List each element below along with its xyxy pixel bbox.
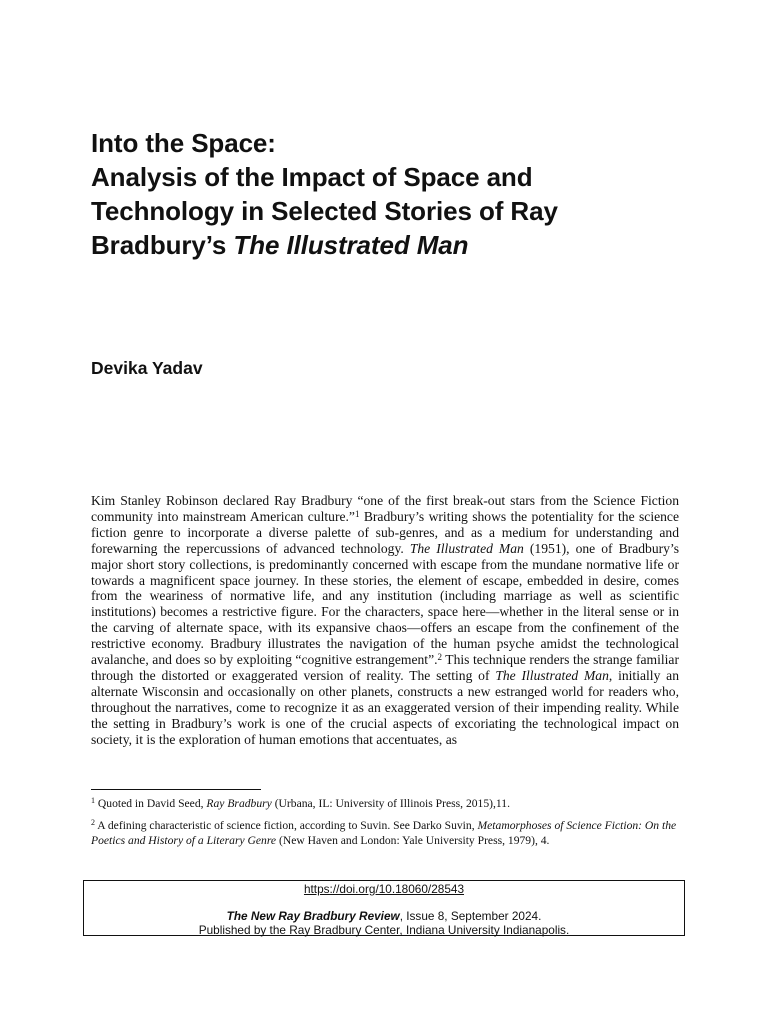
title-book-name: The Illustrated Man (233, 230, 469, 260)
article-title (91, 126, 691, 262)
footnote-2 (91, 818, 679, 849)
title-line-4 (91, 228, 691, 262)
title-line-1: Into the Space: (91, 128, 276, 158)
footnote-2-text-post: (New Haven and London: Yale University Press, 1979), 4. (276, 834, 550, 847)
body-text-4: This technique renders the strange familiar through the distorted or exaggerated version of reality. The setting of (91, 652, 679, 683)
title-line-2: Analysis of the Impact of Space and (91, 162, 533, 192)
footnotes (91, 796, 679, 855)
author-name: Devika Yadav (91, 358, 203, 378)
title-line-3: Technology in Selected Stories of Ray (91, 196, 558, 226)
body-text-2: Bradbury’s writing shows the potentiality for the science fiction genre to incorporate a diverse palette of sub-genres, and as a medium for understanding and forewarning the repercussions of advanced technology. (91, 508, 679, 556)
footnote-ref-2[interactable]: 2 (437, 652, 442, 663)
publisher-line: Published by the Ray Bradbury Center, Indiana University Indianapolis. (198, 923, 570, 937)
book-title-1: The Illustrated Man (409, 540, 524, 556)
footnote-2-text-pre: A defining characteristic of science fiction, according to Suvin. See Darko Suvin, (95, 818, 478, 832)
footnote-divider (91, 789, 261, 790)
body-paragraph (91, 493, 679, 748)
journal-name: The New Ray Bradbury Review (226, 909, 400, 923)
doi-link[interactable]: https://doi.org/10.18060/28543 (303, 882, 465, 896)
journal-line (84, 909, 684, 923)
citation-box (83, 880, 685, 936)
footnote-1-italic: Ray Bradbury (206, 797, 272, 810)
footnote-1-marker: 1 (91, 796, 95, 805)
footnote-1-text-post: (Urbana, IL: University of Illinois Press, 2015),11. (271, 797, 510, 810)
footnote-1-text-pre: Quoted in David Seed, (95, 797, 207, 810)
title-line-4-prefix: Bradbury’s (91, 230, 234, 260)
book-title-2: The Illustrated Man (495, 667, 609, 683)
body-text-1: Kim Stanley Robinson declared Ray Bradbury “one of the first break-out stars from the Science Fiction community into mainstream American culture.” (91, 493, 679, 524)
body-text-5: , initially an alternate Wisconsin and occasionally on other planets, constructs a new estranged world for readers who, throughout the narratives, come to recognize it as an exaggerated version of their impending reality. While the setting in Bradbury’s work is one of the crucial aspects of excoriating the technological impact on society, it is the exploration of human emotions that accentuates, as (91, 667, 679, 747)
footnote-1 (91, 796, 679, 812)
body-text-3: (1951), one of Bradbury’s major short story collections, is predominantly concerned with escape from the mundane normative life or towards a magnificent space journey. In these stories, the element of escape, embedded in desire, comes from the weariness of normative life, and any institution (including marriage as well as scientific institutions) becomes a restrictive figure. For the characters, space here—whether in the literal sense or in the carving of alternate space, with its expansive chaos—offers an escape from the confinement of the restrictive economy. Bradbury illustrates the navigation of the human psyche amidst the technological avalanche, and does so by exploiting “cognitive estrangement”. (91, 540, 680, 668)
footnote-2-italic: Metamorphoses of Science Fiction: On the Poetics and History of a Literary Genre (91, 818, 677, 847)
journal-issue: , Issue 8, September 2024. (399, 909, 542, 923)
footnote-ref-1[interactable]: 1 (354, 508, 360, 519)
footnote-2-marker: 2 (91, 817, 95, 827)
